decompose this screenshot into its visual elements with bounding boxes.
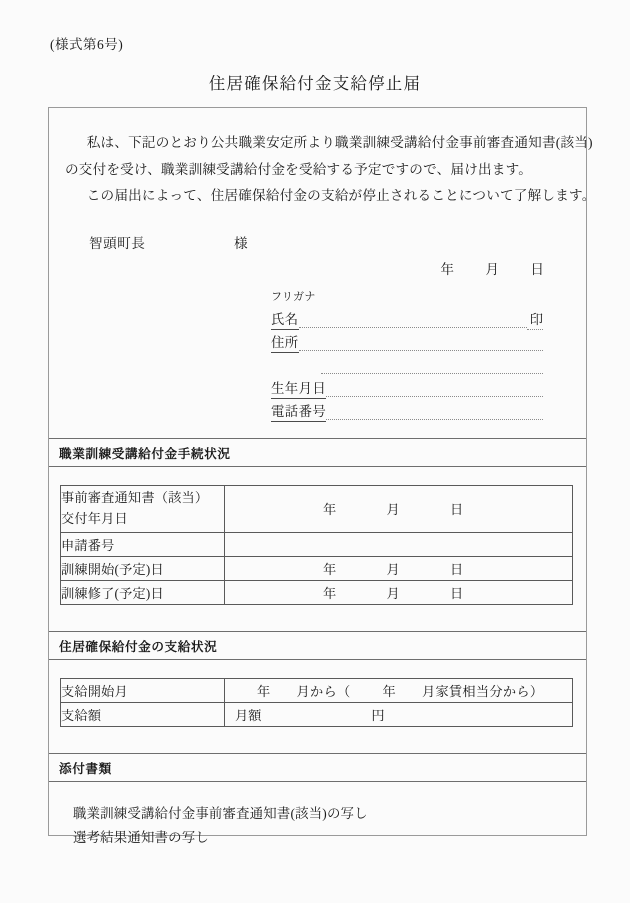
- address-field-row-2[interactable]: [271, 353, 543, 376]
- table-row: [61, 678, 573, 702]
- attachments-list: [49, 782, 586, 852]
- training-row-3-key: 訓練修了(予定)日: [61, 580, 225, 604]
- training-row-0-year: 年: [323, 502, 337, 517]
- date-day-label: 日: [530, 261, 544, 277]
- training-row-2-day: 日: [449, 561, 464, 577]
- phone-input-leader[interactable]: [326, 418, 543, 420]
- training-row-0-day: 日: [449, 502, 464, 517]
- payment-start-year2: 年: [382, 683, 396, 699]
- training-row-0-month: 月: [386, 502, 400, 517]
- payment-amount-value[interactable]: [225, 702, 573, 726]
- phone-field-row[interactable]: [271, 399, 543, 422]
- training-table: [60, 485, 573, 605]
- spacer-before-payment-section: [49, 605, 586, 631]
- spacer-after-training-header: [49, 467, 586, 485]
- name-input-leader[interactable]: [299, 326, 527, 328]
- training-row-3-day: 日: [449, 585, 464, 601]
- payment-amount-key: 支給額: [61, 702, 225, 726]
- training-row-0-value[interactable]: [225, 485, 573, 532]
- section-header-attachments: 添付書類: [49, 753, 586, 782]
- furigana-label: フリガナ: [271, 290, 316, 303]
- training-row-3-month: 月: [386, 585, 400, 601]
- form-frame: [48, 107, 596, 846]
- training-row-0-key-line2: 交付年月日: [61, 510, 128, 526]
- table-row: [61, 556, 573, 580]
- document-title: 住居確保給付金支給停止届: [208, 74, 422, 93]
- address-input-leader[interactable]: [299, 349, 543, 351]
- payment-start-year1: 年: [257, 683, 271, 699]
- section-header-training: 職業訓練受講給付金手続状況: [49, 438, 586, 467]
- declaration-line-1: 私は、下記のとおり公共職業安定所より職業訓練受講給付金事前審査通知書(該当): [86, 135, 593, 150]
- table-row: [61, 580, 573, 604]
- training-row-0-key: [61, 485, 225, 532]
- table-row: [61, 485, 573, 532]
- form-number: (様式第6号): [50, 37, 124, 52]
- payment-table: [60, 678, 573, 727]
- training-row-2-year: 年: [323, 561, 337, 577]
- training-row-2-key: 訓練開始(予定)日: [61, 556, 225, 580]
- training-row-2-month: 月: [386, 561, 400, 577]
- training-row-3-year: 年: [323, 585, 337, 601]
- training-row-0-key-line1: 事前審査通知書（該当）: [61, 490, 209, 506]
- birthdate-input-leader[interactable]: [326, 395, 543, 397]
- addressee-name: 智頭町長: [89, 235, 146, 251]
- submission-date-line: [49, 258, 586, 282]
- name-label: 氏名: [271, 309, 299, 330]
- training-row-3-value[interactable]: [225, 580, 573, 604]
- payment-table-wrapper: [49, 678, 586, 727]
- date-year-label: 年: [440, 261, 454, 277]
- payment-start-value[interactable]: [225, 678, 573, 702]
- addressee-honorific: 様: [234, 235, 248, 251]
- payment-start-key: 支給開始月: [61, 678, 225, 702]
- address-field-row[interactable]: [271, 330, 543, 353]
- table-row: [61, 532, 573, 556]
- table-row: [61, 702, 573, 726]
- address-input-leader-2[interactable]: [321, 372, 543, 374]
- payment-amount-monthly-label: 月額: [235, 707, 262, 723]
- declaration-block: [49, 108, 596, 210]
- training-row-2-value[interactable]: [225, 556, 573, 580]
- section-header-payment: 住居確保給付金の支給状況: [49, 631, 586, 660]
- birthdate-label: 生年月日: [271, 378, 326, 399]
- spacer-after-payment-header: [49, 660, 586, 678]
- seal-label: 印: [527, 309, 543, 330]
- payment-start-month-from: 月から（: [296, 683, 351, 699]
- declaration-line-2: の交付を受け、職業訓練受講給付金を受給する予定ですので、届け出ます。: [65, 161, 533, 177]
- list-item: 職業訓練受講給付金事前審査通知書(該当)の写し: [73, 805, 368, 821]
- phone-label: 電話番号: [271, 401, 326, 422]
- list-item: 選考結果通知書の写し: [73, 830, 209, 846]
- address-label: 住所: [271, 332, 299, 353]
- training-row-1-value[interactable]: [225, 532, 573, 556]
- payment-amount-currency: 円: [371, 707, 385, 723]
- training-table-wrapper: [49, 485, 586, 605]
- applicant-fields: [49, 288, 586, 422]
- date-month-label: 月: [485, 261, 499, 277]
- spacer-before-training-section: [49, 422, 586, 438]
- name-field-row[interactable]: [271, 307, 543, 330]
- birthdate-field-row[interactable]: [271, 376, 543, 399]
- addressee-row: [49, 232, 586, 258]
- training-row-1-key: 申請番号: [61, 532, 225, 556]
- payment-start-month-rent: 月家賃相当分から）: [421, 683, 544, 699]
- spacer-before-attachments-section: [49, 727, 586, 753]
- declaration-line-3: この届出によって、住居確保給付金の支給が停止されることについて了解します。: [86, 188, 596, 203]
